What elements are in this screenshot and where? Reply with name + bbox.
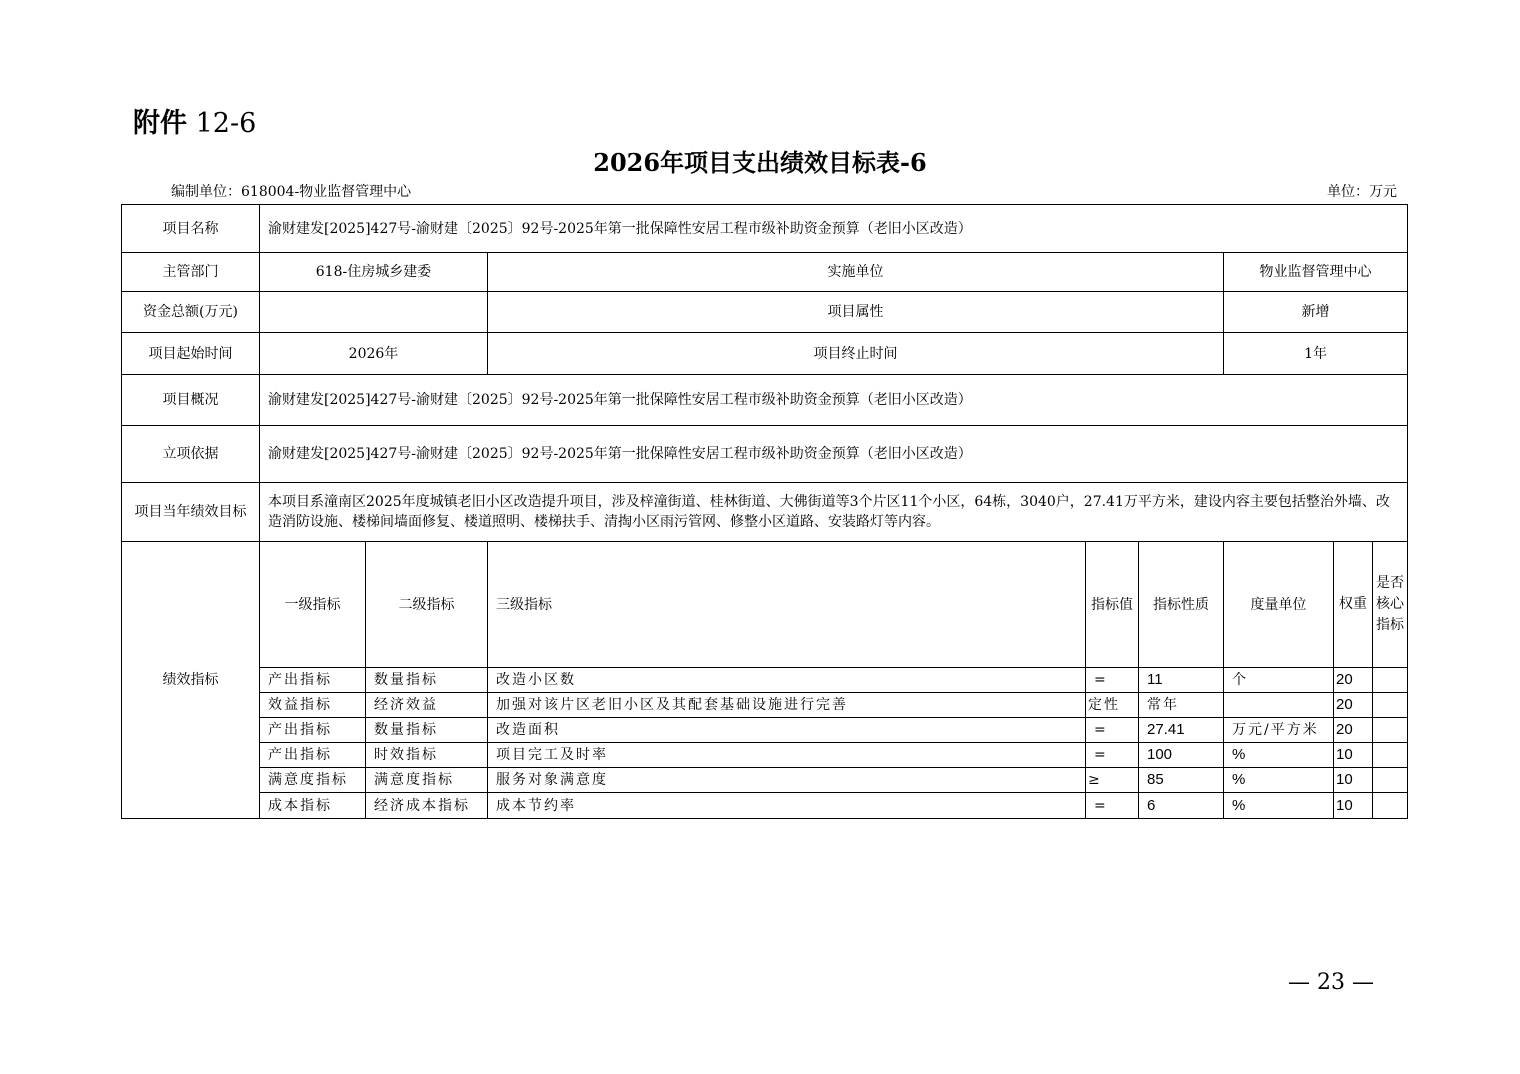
indicator-unit: 万元/平方米 — [1224, 718, 1334, 743]
indicator-level1: 产出指标 — [260, 718, 366, 743]
funds-value — [260, 292, 488, 333]
attr-label: 项目属性 — [488, 292, 1224, 333]
header-unit: 度量单位 — [1224, 542, 1334, 668]
indicator-core — [1373, 718, 1408, 743]
indicator-level1: 产出指标 — [260, 668, 366, 693]
indicators-section-label: 绩效指标 — [122, 542, 260, 819]
header-nature: 指标性质 — [1139, 542, 1224, 668]
indicator-weight: 10 — [1334, 743, 1373, 768]
indicator-operator: = — [1086, 793, 1139, 819]
indicator-weight: 10 — [1334, 768, 1373, 793]
indicator-core — [1373, 668, 1408, 693]
indicator-level1: 产出指标 — [260, 743, 366, 768]
indicator-row — [122, 693, 1408, 718]
project-name-label: 项目名称 — [122, 205, 260, 253]
dept-label: 主管部门 — [122, 253, 260, 292]
indicator-operator: = — [1086, 743, 1139, 768]
indicator-level3: 成本节约率 — [488, 793, 1086, 819]
attachment-prefix: 附件 — [133, 108, 187, 139]
indicator-weight: 20 — [1334, 718, 1373, 743]
row-dates — [122, 333, 1408, 375]
attachment-number: 12-6 — [195, 108, 257, 139]
header-level3: 三级指标 — [488, 542, 1086, 668]
header-weight: 权重 — [1334, 542, 1373, 668]
indicator-value: 常年 — [1139, 693, 1224, 718]
goal-value: 本项目系潼南区2025年度城镇老旧小区改造提升项目，涉及梓潼街道、桂林街道、大佛街道等3个片区11个小区，64栋，3040户，27.41万平方米，建设内容主要包括整治外墙、改造消防设施、楼梯间墙面修复、楼道照明、楼梯扶手、清掏小区雨污管网、修整小区道路、安装路灯等内容。 — [260, 483, 1408, 542]
row-project-name — [122, 205, 1408, 253]
row-department — [122, 253, 1408, 292]
start-label: 项目起始时间 — [122, 333, 260, 375]
indicator-row — [122, 743, 1408, 768]
indicator-level3: 改造面积 — [488, 718, 1086, 743]
attachment-label — [133, 104, 256, 144]
indicator-level2: 经济效益 — [366, 693, 488, 718]
indicator-value: 27.41 — [1139, 718, 1224, 743]
indicator-level3: 改造小区数 — [488, 668, 1086, 693]
indicator-level1: 效益指标 — [260, 693, 366, 718]
indicator-unit: % — [1224, 793, 1334, 819]
row-basis — [122, 426, 1408, 483]
page-title: 2026年项目支出绩效目标表-6 — [593, 148, 927, 177]
editor-unit: 编制单位：618004-物业监督管理中心 — [171, 184, 412, 200]
header-level2: 二级指标 — [366, 542, 488, 668]
indicator-operator: ≥ — [1086, 768, 1139, 793]
start-value: 2026年 — [260, 333, 488, 375]
indicator-core — [1373, 693, 1408, 718]
indicator-level2: 时效指标 — [366, 743, 488, 768]
indicator-row — [122, 668, 1408, 693]
overview-label: 项目概况 — [122, 375, 260, 426]
funds-label: 资金总额(万元) — [122, 292, 260, 333]
indicator-value: 85 — [1139, 768, 1224, 793]
performance-table — [121, 204, 1408, 819]
indicator-row — [122, 768, 1408, 793]
indicator-level3: 服务对象满意度 — [488, 768, 1086, 793]
indicator-unit — [1224, 693, 1334, 718]
page-number: — 23 — — [1288, 970, 1374, 995]
impl-value: 物业监督管理中心 — [1224, 253, 1408, 292]
row-funds — [122, 292, 1408, 333]
indicator-level2: 数量指标 — [366, 668, 488, 693]
indicator-level1: 满意度指标 — [260, 768, 366, 793]
indicator-operator: 定性 — [1086, 693, 1139, 718]
indicator-operator: = — [1086, 718, 1139, 743]
basis-label: 立项依据 — [122, 426, 260, 483]
header-core: 是否核心指标 — [1373, 542, 1408, 668]
indicator-level1: 成本指标 — [260, 793, 366, 819]
currency-unit: 单位：万元 — [1327, 184, 1397, 200]
indicator-row — [122, 793, 1408, 819]
end-label: 项目终止时间 — [488, 333, 1224, 375]
indicator-level3: 项目完工及时率 — [488, 743, 1086, 768]
impl-label: 实施单位 — [488, 253, 1224, 292]
indicator-weight: 20 — [1334, 693, 1373, 718]
indicator-level2: 数量指标 — [366, 718, 488, 743]
row-overview — [122, 375, 1408, 426]
overview-value: 渝财建发[2025]427号-渝财建〔2025〕92号-2025年第一批保障性安居工程市级补助资金预算（老旧小区改造） — [260, 375, 1408, 426]
indicator-header-row — [122, 542, 1408, 668]
indicator-value: 11 — [1139, 668, 1224, 693]
row-goal — [122, 483, 1408, 542]
indicator-operator: = — [1086, 668, 1139, 693]
indicator-level2: 满意度指标 — [366, 768, 488, 793]
project-name-value: 渝财建发[2025]427号-渝财建〔2025〕92号-2025年第一批保障性安居工程市级补助资金预算（老旧小区改造） — [260, 205, 1408, 253]
indicator-value: 6 — [1139, 793, 1224, 819]
indicator-core — [1373, 793, 1408, 819]
indicator-unit: % — [1224, 743, 1334, 768]
indicator-unit: 个 — [1224, 668, 1334, 693]
dept-value: 618-住房城乡建委 — [260, 253, 488, 292]
goal-label: 项目当年绩效目标 — [122, 483, 260, 542]
indicator-value: 100 — [1139, 743, 1224, 768]
indicator-core — [1373, 743, 1408, 768]
indicator-row — [122, 718, 1408, 743]
header-value: 指标值 — [1086, 542, 1139, 668]
attr-value: 新增 — [1224, 292, 1408, 333]
basis-value: 渝财建发[2025]427号-渝财建〔2025〕92号-2025年第一批保障性安居工程市级补助资金预算（老旧小区改造） — [260, 426, 1408, 483]
end-value: 1年 — [1224, 333, 1408, 375]
indicator-core — [1373, 768, 1408, 793]
indicator-weight: 10 — [1334, 793, 1373, 819]
indicator-unit: % — [1224, 768, 1334, 793]
indicator-level2: 经济成本指标 — [366, 793, 488, 819]
indicator-weight: 20 — [1334, 668, 1373, 693]
header-level1: 一级指标 — [260, 542, 366, 668]
indicator-level3: 加强对该片区老旧小区及其配套基础设施进行完善 — [488, 693, 1086, 718]
